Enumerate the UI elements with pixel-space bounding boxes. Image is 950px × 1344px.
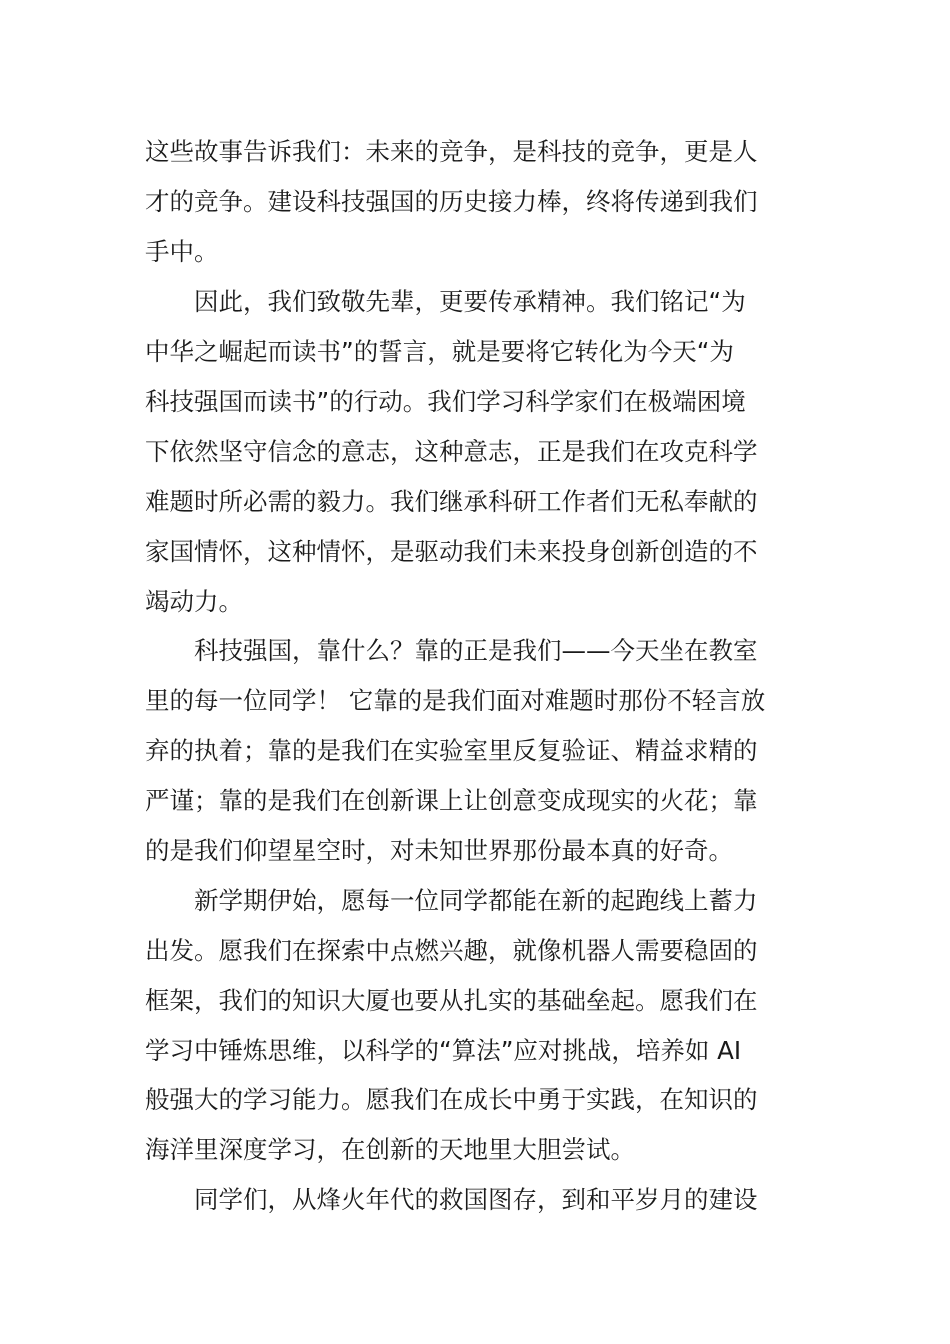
- text-line: 家国情怀，这种情怀，是驱动我们未来投身创新创造的不: [145, 537, 758, 566]
- paragraph-first-line: 新学期伊始，愿每一位同学都能在新的起跑线上蓄力: [194, 886, 758, 915]
- text-line: 框架，我们的知识大厦也要从扎实的基础垒起。愿我们在: [145, 986, 758, 1015]
- text-line: 这些故事告诉我们：未来的竞争，是科技的竞争，更是人: [145, 137, 758, 166]
- text-line: 里的每一位同学！ 它靠的是我们面对难题时那份不轻言放: [145, 686, 766, 715]
- text-line: 手中。: [145, 237, 219, 266]
- text-line: 中华之崛起而读书”的誓言，就是要将它转化为今天“为: [145, 337, 734, 366]
- text-line: 学习中锤炼思维，以科学的“算法”应对挑战，培养如 AI: [145, 1036, 742, 1065]
- paragraph-first-line: 科技强国，靠什么？靠的正是我们——今天坐在教室: [194, 636, 758, 665]
- text-line: 的是我们仰望星空时，对未知世界那份最本真的好奇。: [145, 836, 733, 865]
- text-line: 下依然坚守信念的意志，这种意志，正是我们在攻克科学: [145, 437, 758, 466]
- text-line: 出发。愿我们在探索中点燃兴趣，就像机器人需要稳固的: [145, 936, 758, 965]
- text-line: 难题时所必需的毅力。我们继承科研工作者们无私奉献的: [145, 487, 758, 516]
- text-line: 竭动力。: [145, 587, 243, 616]
- text-line: 般强大的学习能力。愿我们在成长中勇于实践，在知识的: [145, 1085, 758, 1114]
- text-line: 才的竞争。建设科技强国的历史接力棒，终将传递到我们: [145, 187, 758, 216]
- text-line: 海洋里深度学习，在创新的天地里大胆尝试。: [145, 1135, 635, 1164]
- text-line: 严谨；靠的是我们在创新课上让创意变成现实的火花；靠: [145, 786, 758, 815]
- paragraph-first-line: 因此，我们致敬先辈，更要传承精神。我们铭记“为: [194, 287, 746, 316]
- text-line: 弃的执着；靠的是我们在实验室里反复验证、精益求精的: [145, 736, 758, 765]
- text-line: 科技强国而读书”的行动。我们学习科学家们在极端困境: [145, 387, 746, 416]
- paragraph-first-line: 同学们，从烽火年代的救国图存，到和平岁月的建设: [194, 1185, 758, 1214]
